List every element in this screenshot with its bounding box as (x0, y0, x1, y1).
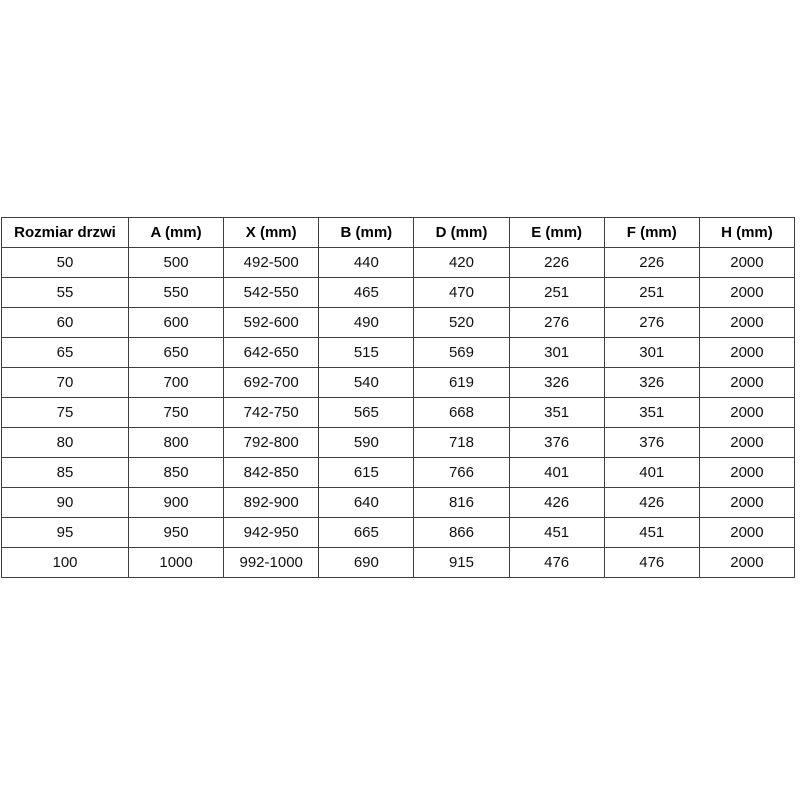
column-header: A (mm) (129, 218, 224, 248)
table-row (2, 278, 795, 308)
table-row (2, 518, 795, 548)
dimension-cell: 351 (604, 398, 699, 428)
door-size-cell: 55 (2, 278, 129, 308)
column-header: F (mm) (604, 218, 699, 248)
dimension-cell: 942-950 (224, 518, 319, 548)
door-size-cell: 95 (2, 518, 129, 548)
dimension-cell: 842-850 (224, 458, 319, 488)
dimension-cell: 615 (319, 458, 414, 488)
table-row (2, 458, 795, 488)
dimension-cell: 2000 (699, 458, 794, 488)
door-size-cell: 70 (2, 368, 129, 398)
dimension-cell: 2000 (699, 278, 794, 308)
dimension-cell: 251 (509, 278, 604, 308)
dimension-cell: 850 (129, 458, 224, 488)
dimension-cell: 800 (129, 428, 224, 458)
dimension-cell: 376 (509, 428, 604, 458)
dimension-cell: 2000 (699, 338, 794, 368)
door-size-cell: 50 (2, 248, 129, 278)
dimension-cell: 476 (509, 548, 604, 578)
dimension-cell: 326 (604, 368, 699, 398)
dimension-cell: 540 (319, 368, 414, 398)
dimension-cell: 692-700 (224, 368, 319, 398)
dimension-cell: 401 (509, 458, 604, 488)
dimension-cell: 900 (129, 488, 224, 518)
dimension-cell: 301 (509, 338, 604, 368)
door-size-cell: 90 (2, 488, 129, 518)
table-header-row (2, 218, 795, 248)
dimension-cell: 2000 (699, 428, 794, 458)
door-size-cell: 65 (2, 338, 129, 368)
door-size-cell: 80 (2, 428, 129, 458)
door-size-cell: 60 (2, 308, 129, 338)
dimension-cell: 915 (414, 548, 509, 578)
dimension-cell: 700 (129, 368, 224, 398)
dimension-cell: 465 (319, 278, 414, 308)
column-header: D (mm) (414, 218, 509, 248)
dimension-cell: 569 (414, 338, 509, 368)
dimension-cell: 470 (414, 278, 509, 308)
dimension-cell: 440 (319, 248, 414, 278)
dimension-cell: 565 (319, 398, 414, 428)
dimension-cell: 476 (604, 548, 699, 578)
dimension-cell: 650 (129, 338, 224, 368)
dimension-cell: 792-800 (224, 428, 319, 458)
table-row (2, 248, 795, 278)
table-body (2, 248, 795, 578)
table-header (2, 218, 795, 248)
table-row (2, 308, 795, 338)
dimension-cell: 426 (604, 488, 699, 518)
dimension-cell: 950 (129, 518, 224, 548)
dimension-cell: 590 (319, 428, 414, 458)
table-row (2, 398, 795, 428)
dimension-cell: 668 (414, 398, 509, 428)
dimension-cell: 750 (129, 398, 224, 428)
dimension-cell: 816 (414, 488, 509, 518)
column-header: B (mm) (319, 218, 414, 248)
dimension-cell: 226 (509, 248, 604, 278)
dimension-cell: 276 (604, 308, 699, 338)
dimension-cell: 2000 (699, 368, 794, 398)
door-size-cell: 85 (2, 458, 129, 488)
dimension-cell: 2000 (699, 398, 794, 428)
door-size-table (1, 217, 795, 578)
column-header: E (mm) (509, 218, 604, 248)
dimension-cell: 2000 (699, 548, 794, 578)
dimension-cell: 451 (509, 518, 604, 548)
dimension-cell: 2000 (699, 248, 794, 278)
table-row (2, 428, 795, 458)
dimension-cell: 665 (319, 518, 414, 548)
dimension-cell: 351 (509, 398, 604, 428)
dimension-cell: 500 (129, 248, 224, 278)
dimension-cell: 542-550 (224, 278, 319, 308)
dimension-cell: 592-600 (224, 308, 319, 338)
table-row (2, 488, 795, 518)
door-size-cell: 100 (2, 548, 129, 578)
dimension-cell: 992-1000 (224, 548, 319, 578)
dimension-cell: 376 (604, 428, 699, 458)
table-row (2, 548, 795, 578)
column-header: Rozmiar drzwi (2, 218, 129, 248)
door-size-cell: 75 (2, 398, 129, 428)
dimension-cell: 326 (509, 368, 604, 398)
column-header: X (mm) (224, 218, 319, 248)
table-row (2, 368, 795, 398)
dimension-cell: 490 (319, 308, 414, 338)
dimension-cell: 520 (414, 308, 509, 338)
dimension-cell: 1000 (129, 548, 224, 578)
dimension-cell: 2000 (699, 308, 794, 338)
dimension-cell: 251 (604, 278, 699, 308)
dimension-cell: 301 (604, 338, 699, 368)
dimension-cell: 742-750 (224, 398, 319, 428)
dimension-cell: 600 (129, 308, 224, 338)
dimension-cell: 640 (319, 488, 414, 518)
dimension-cell: 718 (414, 428, 509, 458)
dimension-cell: 2000 (699, 488, 794, 518)
dimension-cell: 226 (604, 248, 699, 278)
dimension-cell: 766 (414, 458, 509, 488)
dimension-cell: 690 (319, 548, 414, 578)
dimension-cell: 550 (129, 278, 224, 308)
dimension-cell: 866 (414, 518, 509, 548)
dimension-cell: 492-500 (224, 248, 319, 278)
dimension-cell: 451 (604, 518, 699, 548)
dimension-cell: 420 (414, 248, 509, 278)
dimension-cell: 515 (319, 338, 414, 368)
dimension-cell: 2000 (699, 518, 794, 548)
column-header: H (mm) (699, 218, 794, 248)
dimension-cell: 642-650 (224, 338, 319, 368)
dimension-cell: 619 (414, 368, 509, 398)
dimension-cell: 892-900 (224, 488, 319, 518)
dimension-cell: 276 (509, 308, 604, 338)
dimension-cell: 426 (509, 488, 604, 518)
dimension-cell: 401 (604, 458, 699, 488)
table-row (2, 338, 795, 368)
